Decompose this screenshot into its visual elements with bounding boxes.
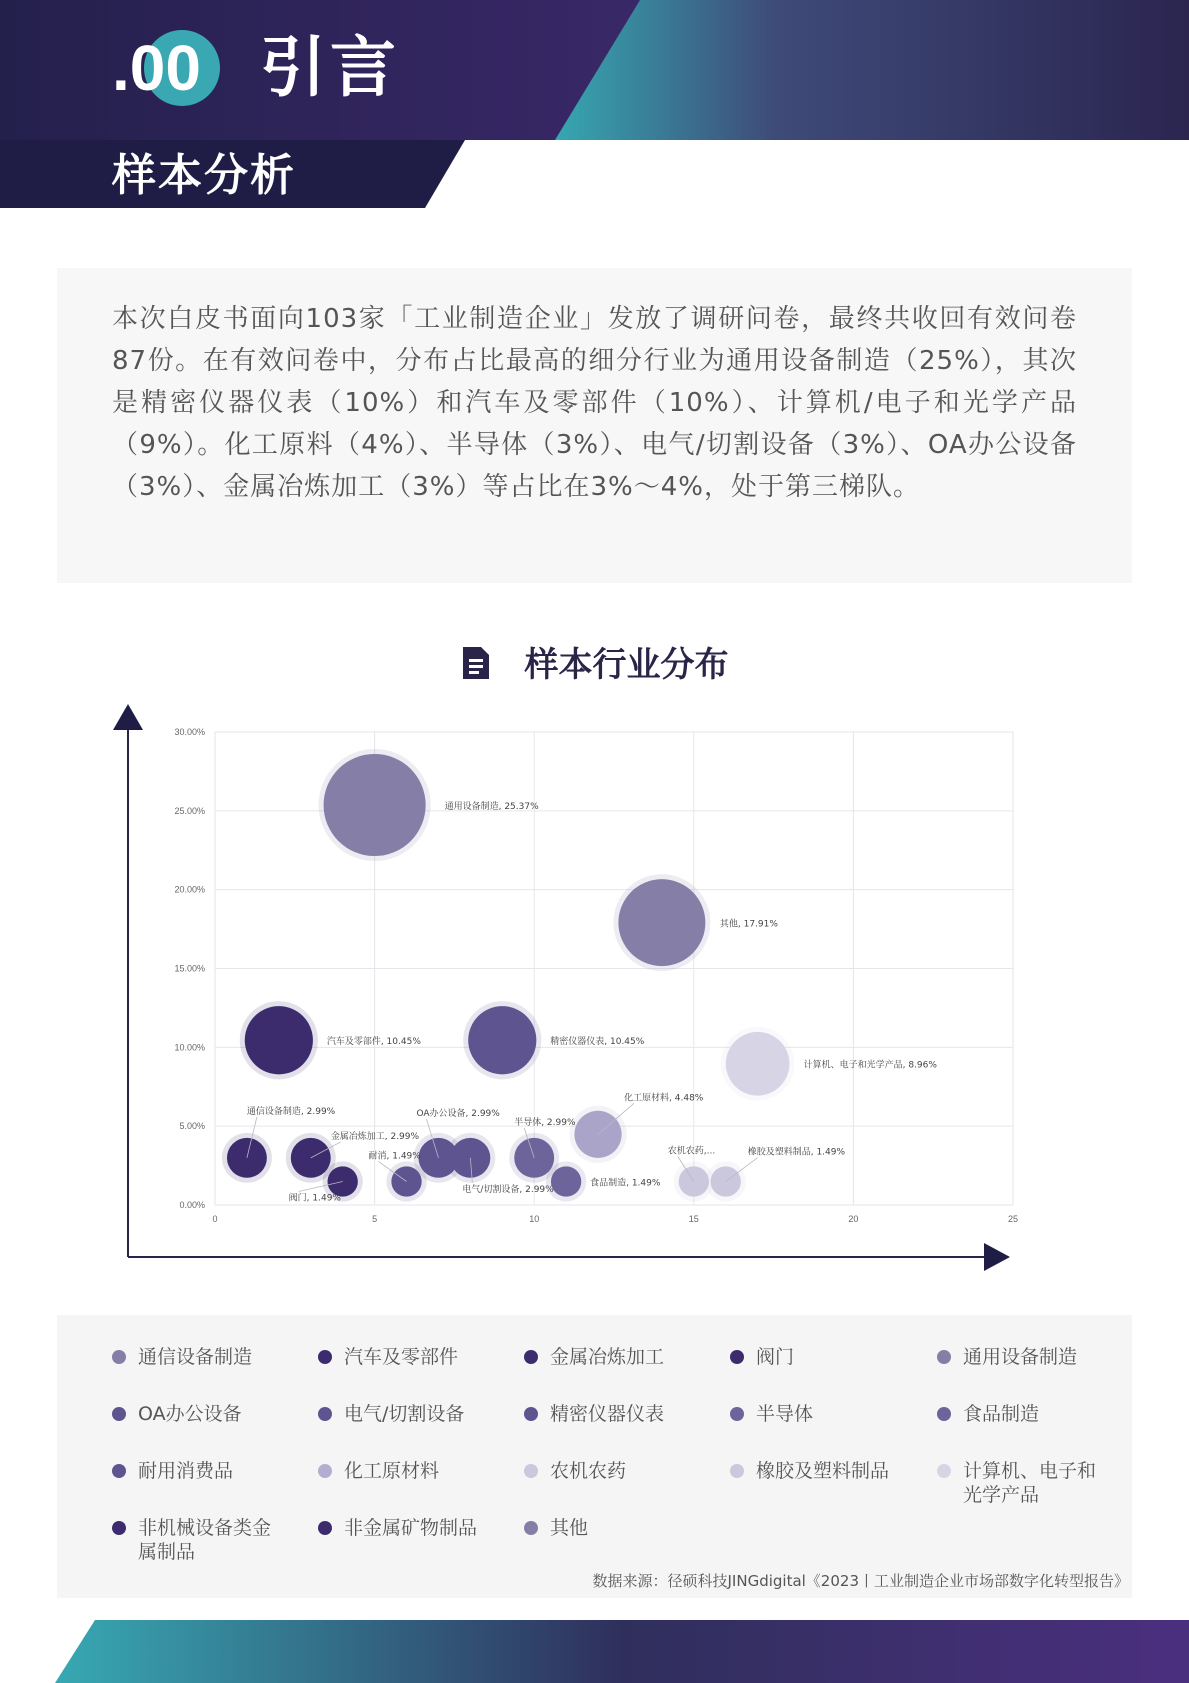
legend-label: 精密仪器仪表 (550, 1403, 665, 1425)
chart-heading (0, 640, 1189, 690)
legend-label: 阀门 (756, 1346, 795, 1368)
legend-item (318, 1516, 494, 1540)
legend-label: 金属冶炼加工 (550, 1346, 665, 1368)
legend-item (937, 1345, 1113, 1369)
data-label: 其他, 17.91% (719, 919, 778, 930)
legend-label: 非机械设备类金属制品 (138, 1517, 272, 1563)
legend-label: 非金属矿物制品 (344, 1517, 478, 1539)
legend-item (730, 1459, 906, 1483)
legend-item (318, 1402, 494, 1426)
bubble-point (679, 1166, 709, 1196)
legend-label: 橡胶及塑料制品 (756, 1460, 890, 1482)
legend-label: 通用设备制造 (963, 1346, 1078, 1368)
section-number-logo (112, 28, 222, 108)
page-title: 引言 (260, 29, 400, 106)
bubble-point (468, 1006, 536, 1074)
chart-title: 样本行业分布 (524, 645, 729, 685)
legend-dot-icon (730, 1350, 744, 1364)
bubble-point (726, 1032, 790, 1096)
legend-label: 耐用消费品 (138, 1460, 234, 1482)
y-tick-label: 15.00% (174, 963, 205, 974)
legend-label: OA办公设备 (138, 1403, 242, 1425)
legend-label: 通信设备制造 (138, 1346, 253, 1368)
legend-item (524, 1402, 700, 1426)
bubble-point (711, 1166, 741, 1196)
bubble-point (391, 1166, 421, 1196)
data-label: 农机农药,... (667, 1146, 716, 1157)
y-tick-label: 5.00% (179, 1121, 205, 1132)
legend-item (730, 1345, 906, 1369)
legend-dot-icon (524, 1521, 538, 1535)
data-label: 汽车及零部件, 10.45% (326, 1037, 421, 1048)
legend-dot-icon (524, 1464, 538, 1478)
data-label: OA办公设备, 2.99% (416, 1108, 500, 1119)
legend-item (524, 1459, 700, 1483)
legend-dot-icon (318, 1521, 332, 1535)
data-label: 耐消, 1.49% (368, 1151, 421, 1162)
legend-dot-icon (937, 1350, 951, 1364)
legend-label: 化工原材料 (344, 1460, 440, 1482)
bubble-point (324, 754, 426, 856)
legend-dot-icon (318, 1407, 332, 1421)
legend-label: 汽车及零部件 (344, 1346, 459, 1368)
legend-item (112, 1345, 288, 1369)
legend-dot-icon (937, 1464, 951, 1478)
section-subtitle: 样本分析 (112, 150, 296, 201)
legend-dot-icon (112, 1464, 126, 1478)
legend-item (524, 1516, 700, 1540)
y-tick-label: 25.00% (174, 805, 205, 816)
legend-item (112, 1516, 288, 1564)
legend-label: 农机农药 (550, 1460, 627, 1482)
y-tick-label: 10.00% (174, 1042, 205, 1053)
data-label: 精密仪器仪表, 10.45% (550, 1037, 645, 1048)
legend-item (937, 1459, 1113, 1507)
data-label: 金属冶炼加工, 2.99% (330, 1131, 420, 1142)
y-tick-label: 0.00% (179, 1200, 205, 1210)
x-tick-label: 10 (529, 1214, 540, 1224)
legend-dot-icon (524, 1407, 538, 1421)
x-tick-label: 5 (372, 1214, 378, 1224)
x-tick-label: 15 (688, 1214, 699, 1224)
x-tick-label: 20 (848, 1214, 859, 1224)
legend-dot-icon (937, 1407, 951, 1421)
y-tick-label: 20.00% (174, 884, 205, 895)
data-label: 通用设备制造, 25.37% (444, 801, 539, 812)
data-label: 橡胶及塑料制品, 1.49% (747, 1147, 846, 1158)
legend-label: 计算机、电子和光学产品 (963, 1460, 1097, 1506)
legend-dot-icon (112, 1521, 126, 1535)
legend-label: 其他 (550, 1517, 589, 1539)
legend-dot-icon (112, 1407, 126, 1421)
bubble-point (574, 1111, 621, 1158)
y-axis-arrowhead (113, 704, 143, 730)
legend-item (730, 1402, 906, 1426)
legend-item (318, 1459, 494, 1483)
legend-item (112, 1402, 288, 1426)
bubble-point (514, 1138, 554, 1178)
data-label: 通信设备制造, 2.99% (246, 1106, 336, 1117)
x-tick-label: 0 (212, 1214, 218, 1224)
legend-panel (57, 1315, 1132, 1598)
legend-dot-icon (112, 1350, 126, 1364)
legend-item (524, 1345, 700, 1369)
legend-item (937, 1402, 1113, 1426)
y-tick-label: 30.00% (174, 727, 205, 737)
bubble-chart (0, 690, 1189, 1280)
x-tick-label: 25 (1007, 1214, 1019, 1224)
data-label: 电气/切割设备, 2.99% (462, 1184, 554, 1195)
legend-label: 食品制造 (963, 1403, 1040, 1425)
data-label: 半导体, 2.99% (514, 1117, 576, 1128)
legend-item (318, 1345, 494, 1369)
legend-dot-icon (524, 1350, 538, 1364)
legend-dot-icon (730, 1407, 744, 1421)
bubble-point (245, 1006, 313, 1074)
data-label: 化工原材料, 4.48% (624, 1093, 704, 1104)
legend-label: 电气/切割设备 (344, 1403, 465, 1425)
legend-dot-icon (318, 1350, 332, 1364)
bubble-point (551, 1166, 581, 1196)
x-axis-arrowhead (984, 1243, 1010, 1271)
data-label: 食品制造, 1.49% (590, 1178, 661, 1189)
legend-dot-icon (318, 1464, 332, 1478)
document-icon (461, 645, 491, 685)
footer-banner (0, 1620, 1189, 1683)
legend-item (112, 1459, 288, 1483)
section-number: .00 (112, 32, 201, 104)
data-label: 计算机、电子和光学产品, 8.96% (803, 1060, 937, 1071)
bubble-point (618, 879, 705, 966)
intro-paragraph: 本次白皮书面向103家「工业制造企业」发放了调研问卷，最终共收回有效问卷87份。在有效问卷中，分布占比最高的细分行业为通用设备制造（25%），其次是精密仪器仪表（10%）和汽车及零部件（10%）、计算机/电子和光学产品（9%）。化工原料（4%）、半导体（3%）、电气/切割设备（3%）、OA办公设备（3%）、金属冶炼加工（3%）等占比在3%～4%，处于第三梯队。 (112, 304, 1077, 502)
legend-dot-icon (730, 1464, 744, 1478)
data-label: 阀门, 1.49% (288, 1193, 342, 1204)
data-source-note: 数据来源：径硕科技JINGdigital《2023丨工业制造企业市场部数字化转型报告》 (592, 1572, 1129, 1590)
legend-label: 半导体 (756, 1403, 814, 1425)
